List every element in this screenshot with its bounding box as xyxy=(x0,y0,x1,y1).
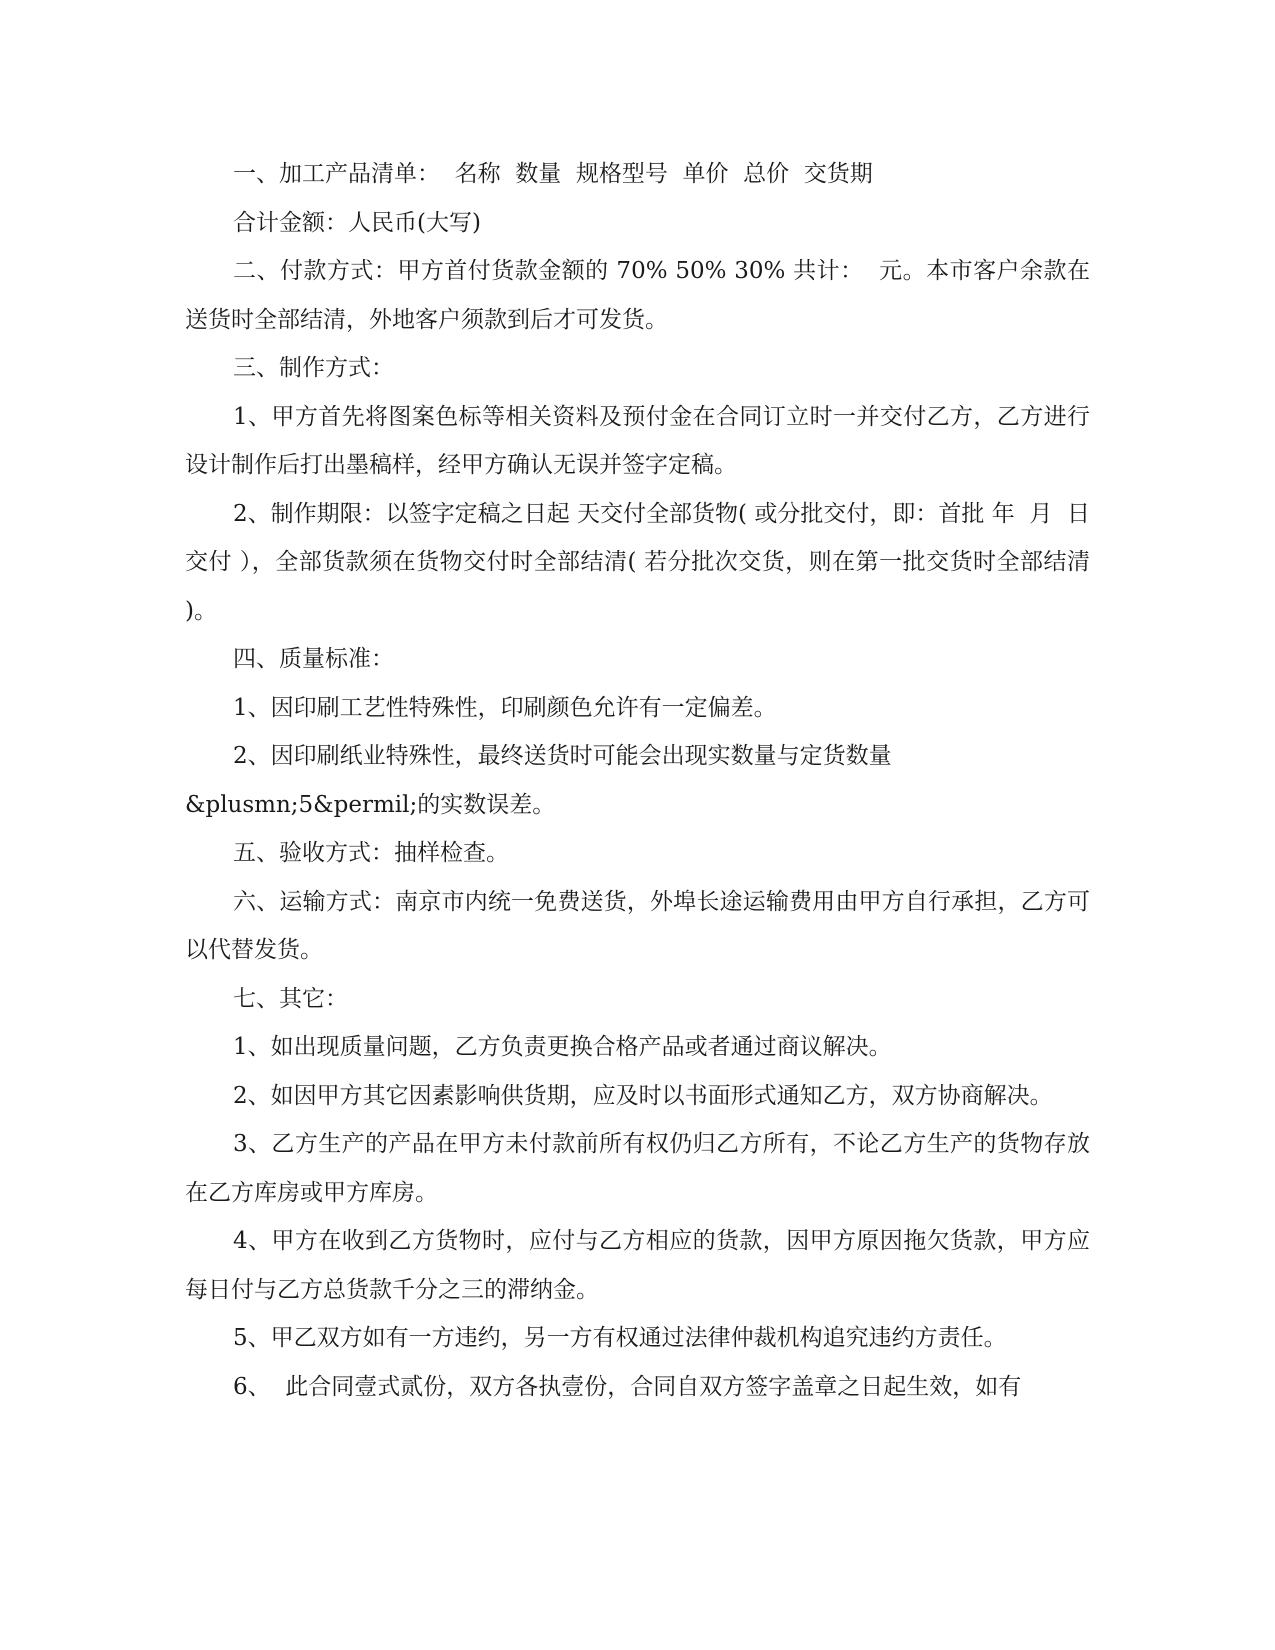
clause-quality-2: 2、因印刷纸业特殊性，最终送货时可能会出现实数量与定货数量 xyxy=(233,743,892,769)
clause-others-4: 4、甲方在收到乙方货物时，应付与乙方相应的货款，因甲方原因拖欠货款，甲方应每日付与乙方总货款千分之三的滞纳金。 xyxy=(185,1228,1090,1303)
item-acceptance-method: 五、验收方式：抽样检查。 xyxy=(233,840,509,866)
clause-others-3: 3、乙方生产的产品在甲方未付款前所有权仍归乙方所有，不论乙方生产的货物存放在乙方库房或甲方库房。 xyxy=(185,1131,1090,1206)
clause-others-1: 1、如出现质量问题，乙方负责更换合格产品或者通过商议解决。 xyxy=(233,1034,892,1060)
item-transport-method: 六、运输方式：南京市内统一免费送货，外埠长途运输费用由甲方自行承担，乙方可以代替发货。 xyxy=(185,888,1090,963)
item-product-list: 一、加工产品清单： 名称 数量 规格型号 单价 总价 交货期 xyxy=(233,161,873,187)
heading-others: 七、其它： xyxy=(233,985,348,1012)
item-payment-method: 二、付款方式：甲方首付货款金额的 70% 50% 30% 共计： 元。本市客户余款在送货时全部结清，外地客户须款到后才可发货。 xyxy=(185,258,1090,333)
heading-quality-standard: 四、质量标准： xyxy=(233,646,394,672)
clause-quality-2-continued: &plusmn;5&permil;的实数误差。 xyxy=(185,791,556,818)
clause-production-2: 2、制作期限：以签字定稿之日起 天交付全部货物( 或分批交付，即：首批 年 月 日交付 ），全部货款须在货物交付时全部结清( 若分批次交货，则在第一批交货时全部结清 )。 xyxy=(185,500,1098,624)
item-total-amount: 合计金额：人民币(大写) xyxy=(233,209,481,236)
clause-others-5: 5、甲乙双方如有一方违约，另一方有权通过法律仲裁机构追究违约方责任。 xyxy=(233,1325,1007,1351)
clause-production-1: 1、甲方首先将图案色标等相关资料及预付金在合同订立时一并交付乙方，乙方进行设计制作后打出墨稿样，经甲方确认无误并签字定稿。 xyxy=(185,403,1090,478)
document-body xyxy=(185,150,1098,1411)
heading-production-method: 三、制作方式： xyxy=(233,355,394,381)
clause-others-2: 2、如因甲方其它因素影响供货期，应及时以书面形式通知乙方，双方协商解决。 xyxy=(233,1082,1053,1109)
clause-others-6: 6、 此合同壹式贰份，双方各执壹份，合同自双方签字盖章之日起生效，如有 xyxy=(233,1373,1022,1400)
clause-quality-1: 1、因印刷工艺性特殊性，印刷颜色允许有一定偏差。 xyxy=(233,694,777,721)
